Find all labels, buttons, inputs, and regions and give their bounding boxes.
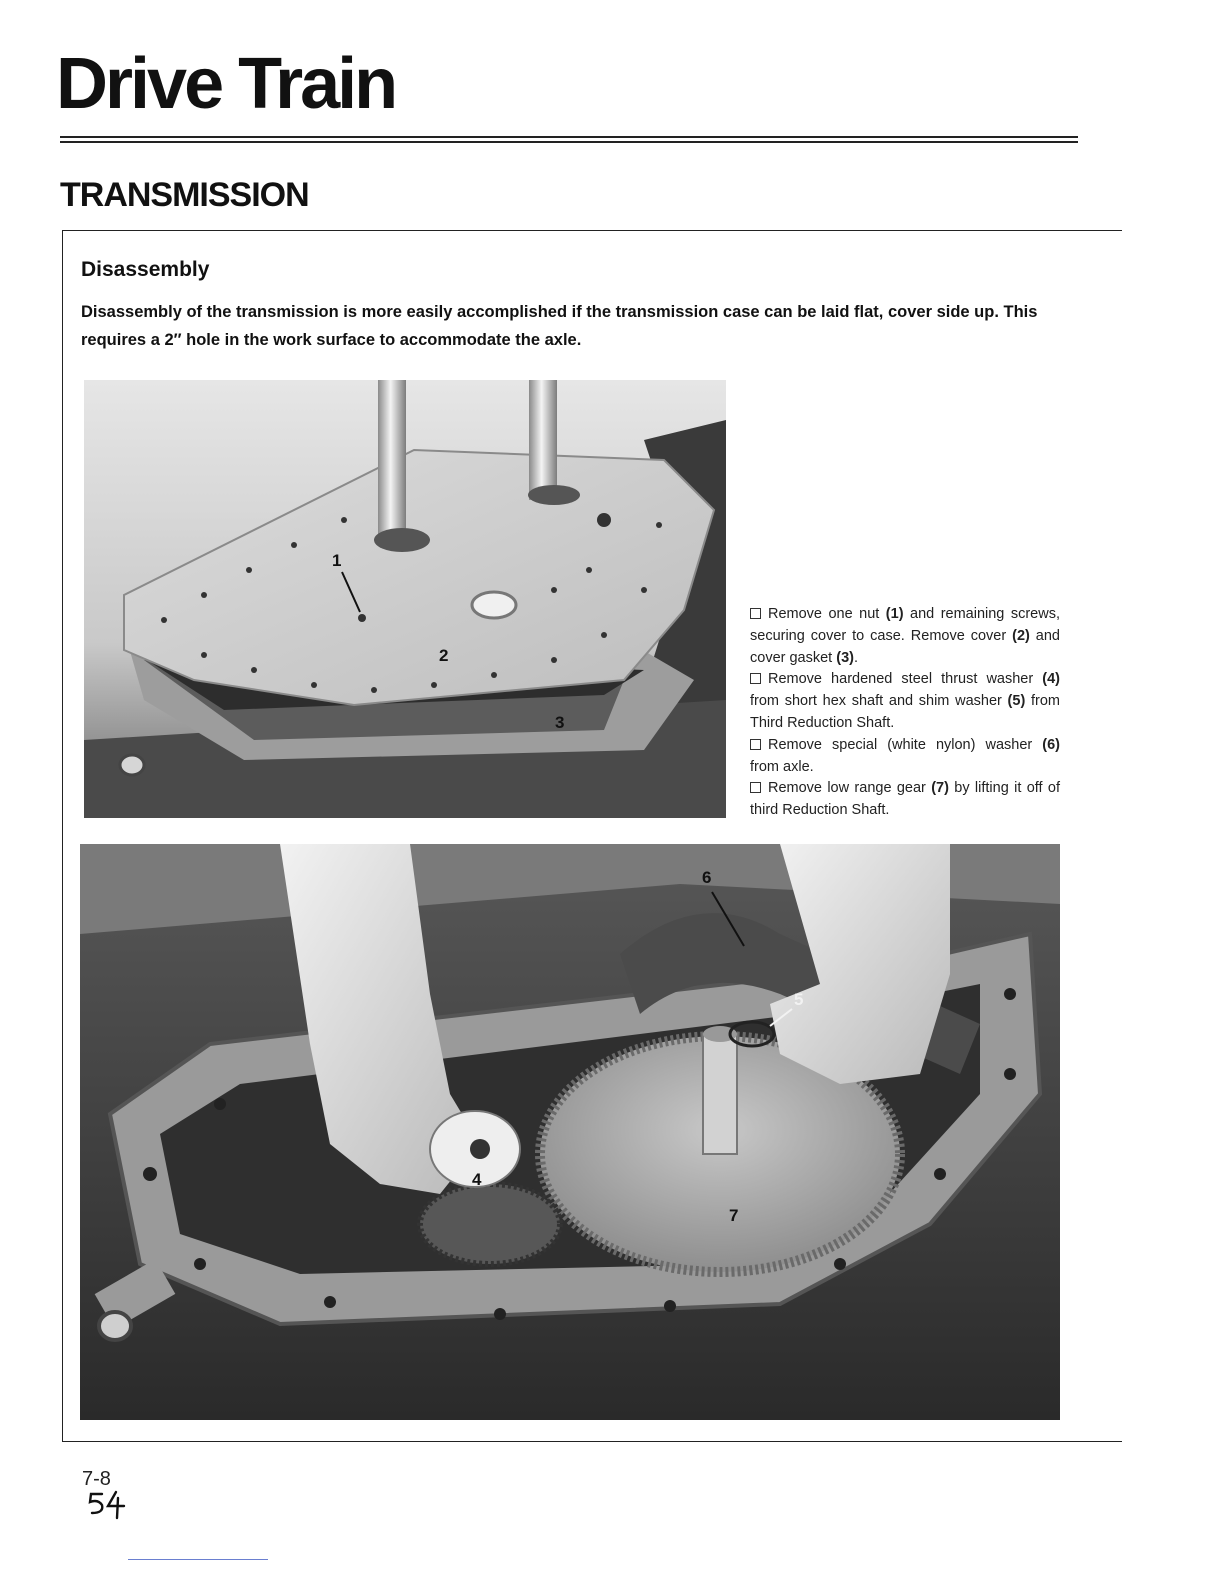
callout-5: 5 [794, 990, 804, 1009]
step-text-fragment: from axle. [750, 758, 814, 775]
step-4 [750, 778, 1060, 822]
step-2-text [750, 671, 1060, 731]
step-3-text [750, 737, 1060, 775]
step-text-fragment: from short hex shaft and shim washer [750, 693, 1008, 710]
step-text-fragment: and cover gasket [750, 627, 1060, 666]
disassembly-steps [750, 604, 1060, 822]
callout-4: 4 [472, 1170, 482, 1189]
step-4-text [750, 780, 1060, 818]
header-double-rule [60, 136, 1078, 143]
photo-gear-removal-illustration [80, 844, 1060, 1420]
photo-gear-removal [80, 844, 1060, 1420]
handwritten-54-mark [86, 1488, 146, 1522]
step-text-fragment: by lifting it off of third Reduction Shaft. [750, 780, 1060, 819]
page-number: 7-8 [82, 1468, 111, 1490]
photo-transmission-cover-illustration [84, 380, 726, 818]
step-3 [750, 735, 1060, 779]
callout-6: 6 [702, 868, 712, 887]
footer-rule [128, 1559, 268, 1560]
step-1-text [750, 606, 1060, 666]
handwritten-page-note [86, 1488, 146, 1527]
callout-7: 7 [729, 1206, 739, 1225]
part-reference: (3) [836, 649, 854, 666]
step-1 [750, 604, 1060, 669]
checkbox-icon [750, 739, 761, 750]
step-text-fragment: Remove low range gear [768, 780, 932, 797]
callout-1: 1 [332, 551, 342, 570]
checkbox-icon [750, 782, 761, 793]
checkbox-icon [750, 608, 761, 619]
step-text-fragment: Remove special (white nylon) washer [768, 736, 1043, 753]
chapter-title: Drive Train [56, 44, 396, 124]
step-text-fragment: and remaining screws, securing cover to case. Remove cover [750, 606, 1060, 644]
step-text-fragment: Remove one nut [768, 606, 886, 622]
section-title: TRANSMISSION [60, 176, 309, 214]
part-reference: (6) [1042, 736, 1060, 753]
checkbox-icon [750, 673, 761, 684]
photo-transmission-cover [84, 380, 726, 818]
step-text-fragment: from Third Reduction Shaft. [750, 693, 1060, 731]
part-reference: (4) [1042, 671, 1060, 688]
part-reference: (1) [885, 606, 904, 622]
intro-paragraph: Disassembly of the transmission is more easily accomplished if the transmission case can be laid flat, cover side up. This requires a 2″ hole in the work surface to accommodate the axle. [81, 303, 1038, 349]
callout-2: 2 [439, 646, 449, 665]
part-reference: (5) [1007, 693, 1026, 710]
step-2 [750, 669, 1060, 734]
step-text-fragment: . [853, 649, 859, 666]
callout-3: 3 [555, 713, 565, 732]
part-reference: (2) [1012, 627, 1030, 644]
part-reference: (7) [931, 780, 949, 797]
subsection-title: Disassembly [81, 258, 210, 281]
step-text-fragment: Remove hardened steel thrust washer [768, 671, 1043, 688]
